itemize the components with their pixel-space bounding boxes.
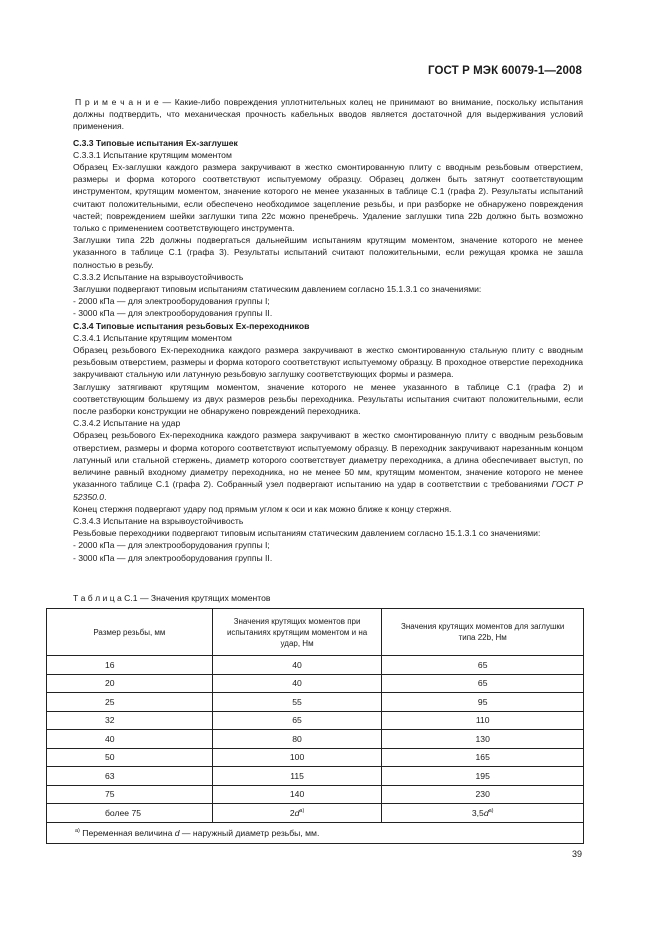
- section-c341-paragraph-1: Образец резьбового Ex-переходника каждого размера закручивают в жестко смонтированную стальную плиту с вводным резьбовым отверстием, размеры и форма которого соответствуют испытуемому образцу. В проходное отверстие переходника закручивают стальную или латунную резьбовую заглушку соответствующих формы и размера.: [73, 345, 583, 380]
- table-cell: 65: [382, 656, 584, 675]
- section-c342-text: Образец резьбового Ex-переходника каждого размера закручивают в жестко смонтированную плиту с вводным резьбовым отверстием, размеры и форма которого соответствуют испытуемому образцу. В переходник закручивают нарезанным концом латунный или стальной стержень, диаметр которого соответствует диаметру переходника, а длина обеспечивает выступ, по величине равный входному диаметру переходника, но не менее 50 мм, крутящим моментом, значение которого не менее указанного таблице С.1 (графа 2). Собранный узел подвергают испытанию на удар в соответствии с требованиями: [73, 430, 583, 490]
- page-body: [73, 96, 583, 564]
- table-row: [47, 674, 584, 693]
- section-c343-paragraph: Резьбовые переходники подвергают типовым испытаниям статическим давлением согласно 15.1.3.1 со значениями:: [73, 528, 541, 539]
- note-paragraph: [73, 96, 583, 133]
- variable-d: d: [483, 807, 489, 818]
- section-c342-paragraph-1: [73, 429, 583, 502]
- variable-d: d: [294, 807, 300, 818]
- table-cell: 40: [212, 656, 382, 675]
- table-footnote-row: [47, 822, 584, 843]
- section-c341-heading: С.3.4.1 Испытание крутящим моментом: [73, 332, 232, 343]
- sentence-end: .: [104, 491, 107, 502]
- table-cell: 80: [212, 730, 382, 749]
- table-cell: [382, 804, 584, 823]
- table-row: [47, 730, 584, 749]
- section-c34-heading: С.3.4 Типовые испытания резьбовых Ex-переходников: [73, 320, 310, 331]
- table-cell: 165: [382, 748, 584, 767]
- torque-table: [46, 608, 584, 844]
- section-c343-heading: С.3.4.3 Испытание на взрывоустойчивость: [73, 515, 244, 526]
- table-cell: 100: [212, 748, 382, 767]
- table-cell: 63: [47, 767, 213, 786]
- table-body: [47, 656, 584, 804]
- table-cell: 20: [47, 674, 213, 693]
- table-row: [47, 767, 584, 786]
- list-item: - 2000 кПа — для электрооборудования группы I;: [73, 296, 270, 307]
- table-cell: 50: [47, 748, 213, 767]
- table-cell: 55: [212, 693, 382, 712]
- note-text: — Какие-либо повреждения уплотнительных колец не принимают во внимание, поскольку испытания должны подтвердить, что механическая прочность кабельных вводов является достаточной для выдерживания условий применения.: [73, 97, 584, 132]
- section-c332-paragraph: Заглушки подвергают типовым испытаниям статическим давлением согласно 15.1.3.1 со значениями:: [73, 284, 482, 295]
- list-item: - 3000 кПа — для электрооборудования группы II.: [73, 552, 273, 563]
- footnote-mark: а): [75, 827, 80, 834]
- variable-d: d: [174, 827, 180, 838]
- table-cell: 75: [47, 785, 213, 804]
- table-caption-text: — Значения крутящих моментов: [137, 593, 271, 603]
- table-cell: 32: [47, 711, 213, 730]
- section-c342-paragraph-2: Конец стержня подвергают удару под прямым углом к оси и как можно ближе к концу стержня.: [73, 503, 452, 514]
- section-c342-heading: С.3.4.2 Испытание на удар: [73, 418, 181, 429]
- document-header: ГОСТ Р МЭК 60079-1—2008: [428, 65, 582, 77]
- table-cell: 40: [47, 730, 213, 749]
- footnote-mark: а): [299, 807, 305, 814]
- table-cell: 140: [212, 785, 382, 804]
- footnote-mark: а): [488, 807, 494, 814]
- table-cell: более 75: [47, 804, 213, 823]
- column-header-thread-size: Размер резьбы, мм: [47, 609, 213, 656]
- table-caption: [73, 593, 271, 603]
- table-footnote: [47, 822, 584, 843]
- section-c331-paragraph-1: Образец Ex-заглушки каждого размера закручивают в жестко смонтированную плиту с вводным резьбовым отверстием, размеры и форма которого соответствуют испытуемому образцу. Образец должен быть затянут соответствующим инструментом, крутящим моментом, значение которого не менее указанных в таблице С.1 (графа 2). Результаты испытаний считают положительными, если обеспечено необходимое зацепление резьбы, и при разборке не обнаружено повреждения частей; повреждением шейки заглушки типа 22с можно пренебречь. Удаление заглушки типа 22b должно быть возможно только с применением соответствующего инструмента.: [73, 162, 583, 234]
- section-c33-heading: С.3.3 Типовые испытания Ex-заглушек: [73, 137, 238, 148]
- footnote-text: Переменная величина: [79, 827, 175, 838]
- table-cell: 16: [47, 656, 213, 675]
- table-cell: 65: [382, 674, 584, 693]
- list-item: - 2000 кПа — для электрооборудования группы I;: [73, 540, 270, 551]
- table-cell: 130: [382, 730, 584, 749]
- table-cell: 110: [382, 711, 584, 730]
- page-number: 39: [571, 849, 582, 859]
- section-c331-heading: С.3.3.1 Испытание крутящим моментом: [73, 149, 232, 160]
- section-c332-heading: С.3.3.2 Испытание на взрывоустойчивость: [73, 271, 244, 282]
- table-cell: 115: [212, 767, 382, 786]
- cell-value: 3,5: [471, 807, 484, 818]
- footnote-text: — наружный диаметр резьбы, мм.: [179, 827, 320, 838]
- table-row: [47, 693, 584, 712]
- table-caption-label: Т а б л и ц а С.1: [73, 593, 138, 603]
- table-row: [47, 804, 584, 823]
- column-header-torque-test: Значения крутящих моментов при испытаниях крутящим моментом и на удар, Нм: [212, 609, 382, 656]
- standard-reference: ГОСТ Р 52350.0: [73, 479, 583, 502]
- table-cell: 65: [212, 711, 382, 730]
- table-header-row: [47, 609, 584, 656]
- table-cell: 95: [382, 693, 584, 712]
- cell-value: 2: [289, 807, 295, 818]
- list-item: - 3000 кПа — для электрооборудования группы II.: [73, 308, 273, 319]
- table-cell: [212, 804, 382, 823]
- table-row: [47, 711, 584, 730]
- table-row: [47, 656, 584, 675]
- table-cell: 25: [47, 693, 213, 712]
- table-row: [47, 748, 584, 767]
- column-header-torque-plug: Значения крутящих моментов для заглушки типа 22b, Нм: [382, 609, 584, 656]
- table-cell: 40: [212, 674, 382, 693]
- table-cell: 195: [382, 767, 584, 786]
- section-c341-paragraph-2: Заглушку затягивают крутящим моментом, значение которого не менее указанного в таблице С.1 (графа 2) и соответствующим большему из двух размеров резьбы переходника. Результаты испытания считают положительными, если после разборки конструкции не обнаружено повреждений переходника.: [73, 381, 583, 417]
- section-c331-paragraph-2: Заглушки типа 22b должны подвергаться дальнейшим испытаниям крутящим моментом, значение которого не менее указанного в таблице С.1 (графа 3). Результаты испытаний считают положительными, если режущая кромка не зашла полностью в резьбу.: [73, 235, 583, 270]
- table-row: [47, 785, 584, 804]
- table-cell: 230: [382, 785, 584, 804]
- note-label: П р и м е ч а н и е: [75, 97, 159, 107]
